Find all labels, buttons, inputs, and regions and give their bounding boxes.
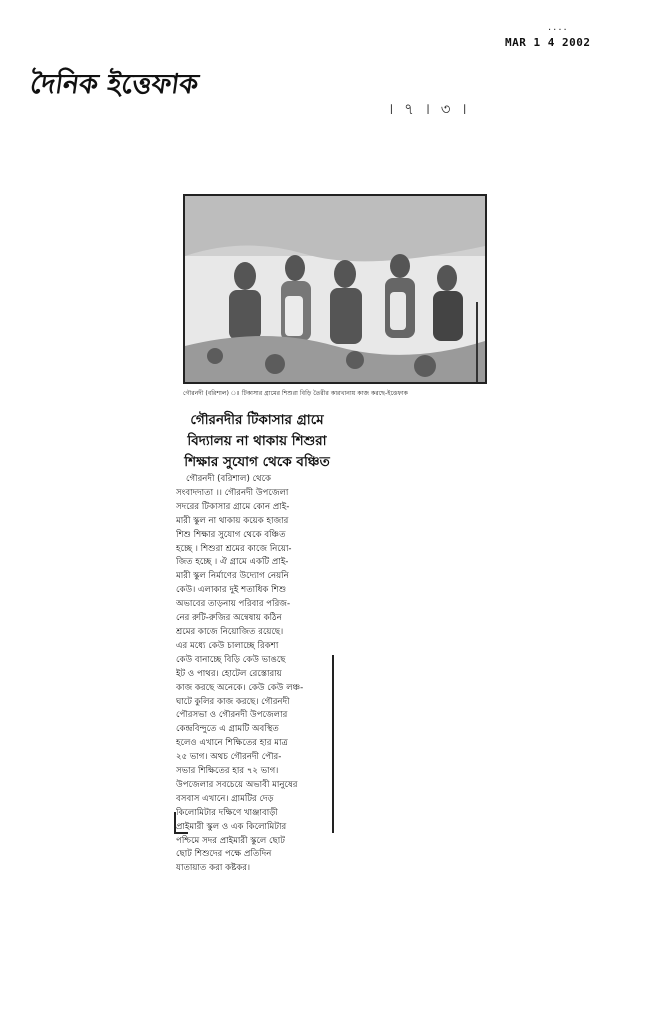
body-line: ছোট শিশুদের পক্ষে প্রতিদিন xyxy=(176,849,272,860)
handwritten-note: । ৭ । ৩ । xyxy=(388,100,470,118)
body-line: যাতায়াত করা কষ্টকর। xyxy=(176,863,251,874)
margin-mark xyxy=(476,302,478,382)
body-line: মারী স্কুল নির্মাণের উদ্যোগ নেয়নি xyxy=(176,571,289,582)
article-body xyxy=(176,473,342,876)
body-line: কেউ। এলাকার দুই শতাধিক শিশু xyxy=(176,585,287,596)
body-line: কেন্দ্রবিন্দুতে এ গ্রামটি অবস্থিত xyxy=(176,724,279,735)
body-line: কাজ করছে অনেকে। কেউ কেউ লঞ্চ- xyxy=(176,682,304,693)
body-line: ২৫ ভাগ। অথচ গৌরনদী পৌর- xyxy=(176,752,282,763)
headline-line: শিক্ষার সুযোগ থেকে বঞ্চিত xyxy=(184,454,330,470)
body-line: সদরের টিকাসার গ্রামে কোন প্রাই- xyxy=(176,501,290,512)
body-line: জিত হচ্ছে । ঐ গ্রামে একটি প্রাই- xyxy=(176,557,289,568)
body-line: প্রাইমারী স্কুল ও এক কিলোমিটার xyxy=(176,821,287,832)
body-line: বসবাস এখানে। গ্রামটির দেড় xyxy=(176,793,274,804)
body-line: পৌরসভা ও গৌরনদী উপজেলার xyxy=(176,710,288,721)
photo-caption: গৌরনদী (বরিশাল) ঃ টিকাসার গ্রামের শিশুরা বিড়ি তৈরীর কারখানায় কাজ করছে-ইত্তেফাক xyxy=(183,390,409,397)
photo-illustration xyxy=(185,196,485,382)
column-rule xyxy=(332,655,334,833)
news-photo xyxy=(183,194,487,384)
headline-line: বিদ্যালয় না থাকায় শিশুরা xyxy=(187,433,327,449)
date-stamp: MAR 1 4 2002 xyxy=(505,36,591,49)
clipping-corner-mark xyxy=(174,812,188,834)
headline-line: গৌরনদীর টিকাসার গ্রামে xyxy=(190,412,324,428)
body-line: সভার শিক্ষিতের হার ৭২ ভাগ। xyxy=(176,766,279,777)
body-line: ঘাটে কুলির কাজ করছে। গৌরনদী xyxy=(176,696,290,707)
body-line: পশ্চিমে সদর প্রাইমারী স্কুলে ছোট xyxy=(176,835,285,846)
article-headline xyxy=(176,410,338,473)
body-line: শ্রমের কাজে নিয়োজিত রয়েছে। xyxy=(176,626,284,637)
body-line: গৌরনদী (বরিশাল) থেকে xyxy=(186,474,272,484)
body-line: শিশু শিক্ষার সুযোগ থেকে বঞ্চিত xyxy=(176,529,286,540)
body-line: অভাবের তাড়নায় পরিবার পরিজ- xyxy=(176,599,291,610)
body-line: ইট ও পাথর। হোটেল রেস্তোরায় xyxy=(176,668,282,679)
body-line: এর মধ্যে কেউ চালাচ্ছে রিকশা xyxy=(176,640,279,651)
body-line: হচ্ছে । শিশুরা শ্রমের কাজে নিয়ো- xyxy=(176,543,292,554)
body-line: নের রুটি-রুজির অন্বেষায় কঠিন xyxy=(176,613,282,624)
body-line: উপজেলার সবচেয়ে অভাবী মানুষের xyxy=(176,779,298,790)
body-line: মারী স্কুল না থাকায় কয়েক হাজার xyxy=(176,515,289,526)
body-line: সংবাদদাতা ।। গৌরনদী উপজেলা xyxy=(176,487,289,498)
newspaper-masthead: দৈনিক ইত্তেফাক xyxy=(28,69,201,100)
body-line: কেউ বানাচ্ছে বিড়ি কেউ ভাঙছে xyxy=(176,654,286,665)
body-line: হলেও এখানে শিক্ষিতের হার মাত্র xyxy=(176,738,288,749)
body-line: কিলোমিটার দক্ষিণে খাঞ্জাবাড়ী xyxy=(176,807,278,818)
corner-marks: .... xyxy=(548,22,569,33)
